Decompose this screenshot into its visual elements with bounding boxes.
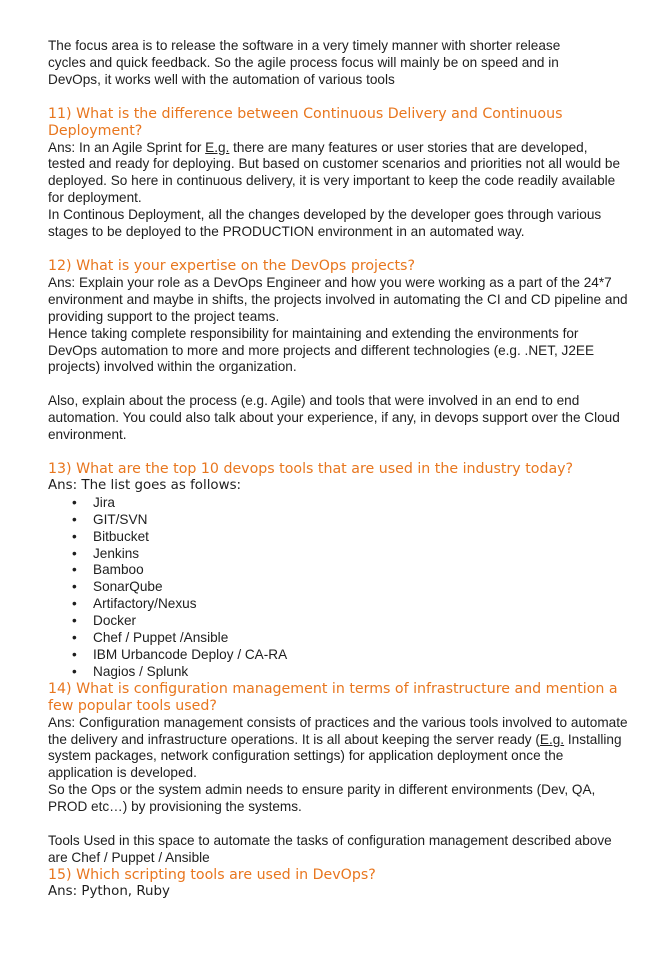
intro-line-2: cycles and quick feedback. So the agile process focus will mainly be on speed and in xyxy=(48,54,559,70)
answer-13-intro: Ans: The list goes as follows: xyxy=(48,477,242,493)
question-14-heading: 14) What is configuration management in terms of infrastructure and mention a few popular tools used? xyxy=(48,680,618,714)
list-item: • Jira xyxy=(48,495,628,512)
answer-14-paragraph xyxy=(48,715,628,783)
answer-15-text: Ans: Python, Ruby xyxy=(48,883,170,899)
list-item: • Docker xyxy=(48,613,628,630)
answer-11-text: there are many features or user stories that are developed, tested and ready for deploying. But based on customer scenarios and priorities not all would be deployed. So here in continuous delivery, it is very important to keep the code readily available for deployment. xyxy=(48,139,621,206)
question-11-heading: 11) What is the difference between Continuous Delivery and Continuous Deployment? xyxy=(48,105,563,139)
devops-tools-list xyxy=(48,495,628,681)
answer-12-paragraph: Ans: Explain your role as a DevOps Engineer and how you were working as a part of the 24*7 environment and maybe in shifts, the projects involved in automating the CI and CD pipeline and providing support to the project teams. xyxy=(48,274,628,324)
intro-line-1: The focus area is to release the software in a very timely manner with shorter release xyxy=(48,38,561,53)
question-13-heading: 13) What are the top 10 devops tools that are used in the industry today? xyxy=(48,461,574,478)
answer-11-deployment-paragraph: In Continous Deployment, all the changes developed by the developer goes through various stages to be deployed to the PRODUCTION environment in an automated way. xyxy=(48,207,602,240)
answer-12-responsibility-paragraph: Hence taking complete responsibility for maintaining and extending the environments for DevOps automation to more and more projects and different technologies (e.g. .NET, J2EE projects) involved within the organization. xyxy=(48,325,595,375)
intro-paragraph xyxy=(48,38,628,89)
list-item: • Nagios / Splunk xyxy=(48,664,628,681)
answer-11-prefix: Ans: In an Agile Sprint for xyxy=(48,139,206,155)
list-item: • Chef / Puppet /Ansible xyxy=(48,630,628,647)
answer-14-tools-paragraph: Tools Used in this space to automate the tasks of configuration management described above are Chef / Puppet / Ansible xyxy=(48,833,612,865)
list-item: • IBM Urbancode Deploy / CA-RA xyxy=(48,647,628,664)
list-item: • Artifactory/Nexus xyxy=(48,596,628,613)
answer-14-prefix: Ans: Configuration management consists of practices and the various tools involved to automate the delivery and infrastructure operations. It is all about keeping the server ready ( xyxy=(48,714,628,747)
list-item: • GIT/SVN xyxy=(48,512,628,529)
list-item: • SonarQube xyxy=(48,579,628,596)
answer-11-paragraph xyxy=(48,140,628,208)
list-item: • Bamboo xyxy=(48,562,628,579)
answer-14-text: Installing system packages, network configuration settings) for application deployment once the application is developed. xyxy=(48,731,622,781)
question-12-heading: 12) What is your expertise on the DevOps projects? xyxy=(48,257,415,274)
answer-12-process-paragraph: Also, explain about the process (e.g. Agile) and tools that were involved in an end to end automation. You could also talk about your experience, if any, in devops support over the Cloud environment. xyxy=(48,393,620,443)
question-15-heading: 15) Which scripting tools are used in DevOps? xyxy=(48,866,376,883)
intro-line-3: DevOps, it works well with the automation of various tools xyxy=(48,71,395,87)
answer-14-ops-paragraph: So the Ops or the system admin needs to ensure parity in different environments (Dev, QA, PROD etc…) by provisioning the systems. xyxy=(48,782,596,815)
list-item: • Jenkins xyxy=(48,546,628,563)
eg-abbreviation: E.g. xyxy=(205,139,230,155)
list-item: • Bitbucket xyxy=(48,529,628,546)
document-page xyxy=(48,38,628,901)
eg-abbreviation: E.g. xyxy=(539,731,565,747)
